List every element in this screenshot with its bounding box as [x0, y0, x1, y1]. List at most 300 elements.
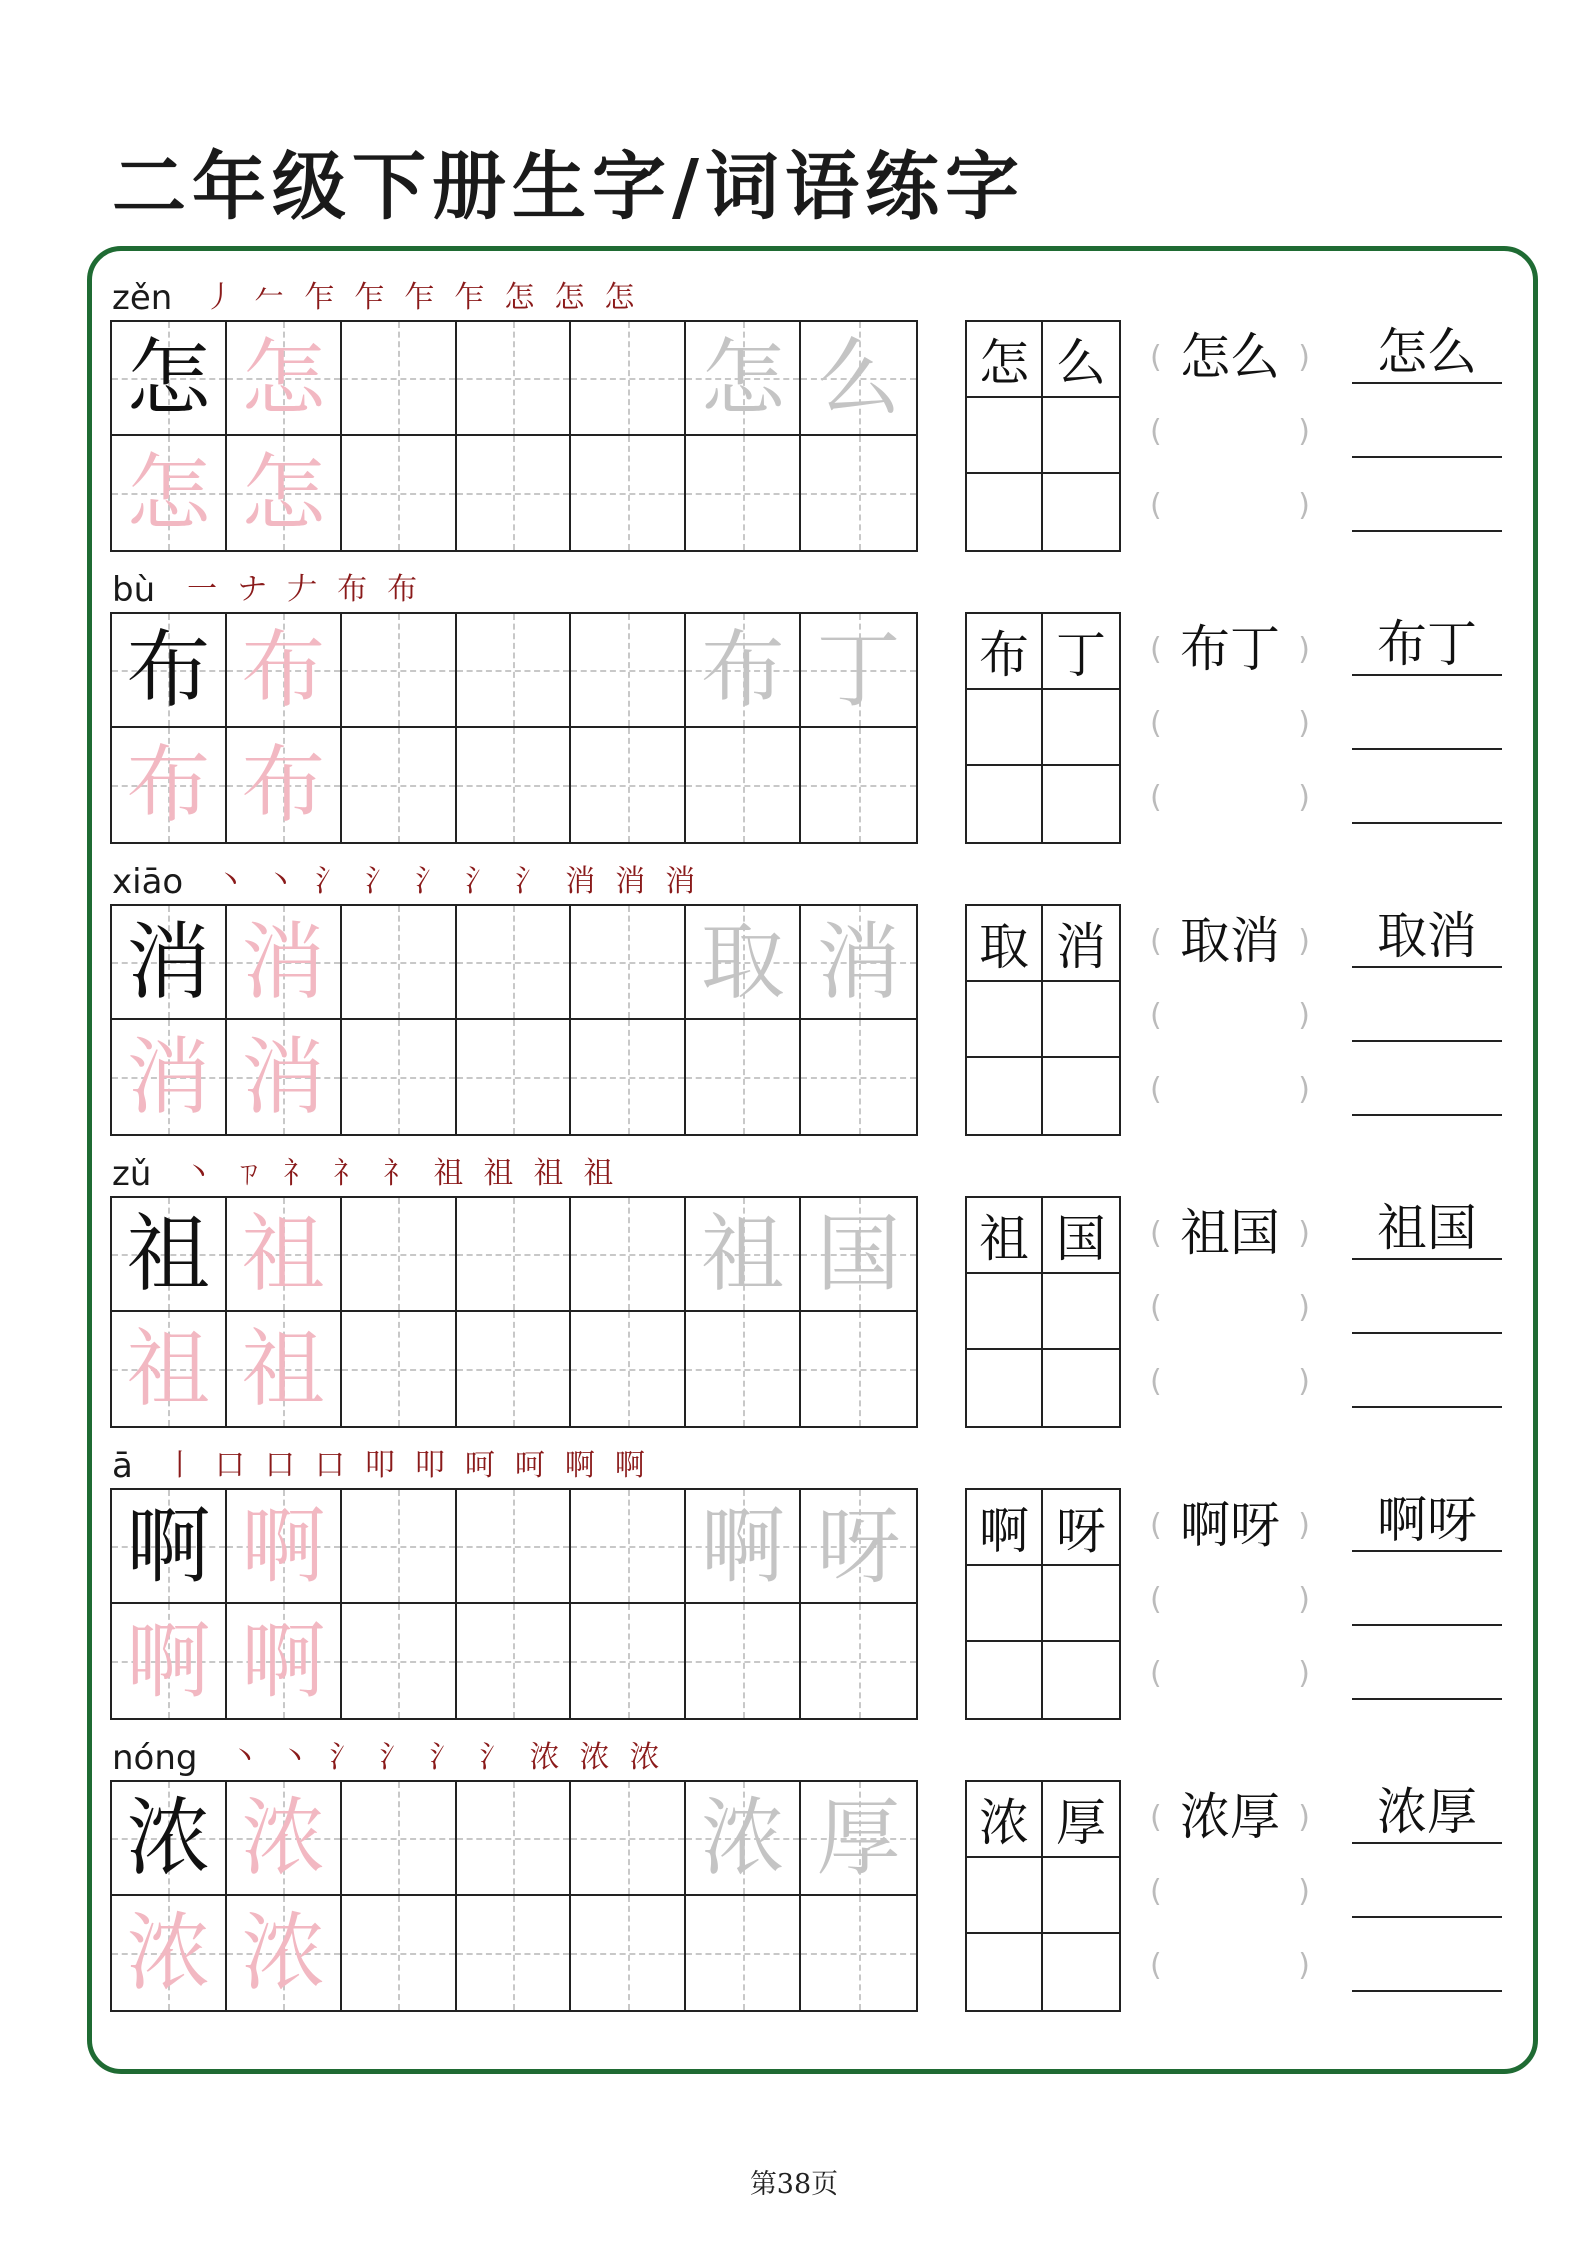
- trace-char: 祖: [700, 1205, 785, 1303]
- grid-cell[interactable]: [801, 1020, 916, 1134]
- stroke-step: 乍: [454, 280, 485, 315]
- grid-cell[interactable]: [801, 728, 916, 842]
- grid-cell[interactable]: [227, 322, 342, 436]
- paren-answer[interactable]: ( ): [1150, 705, 1310, 741]
- grid-cell[interactable]: [571, 906, 686, 1020]
- grid-cell[interactable]: [227, 436, 342, 550]
- stroke-step: 祖: [533, 1156, 564, 1191]
- line-word-char: 布: [1377, 615, 1427, 673]
- grid-cell[interactable]: [342, 322, 457, 436]
- grid-cell[interactable]: [112, 1604, 227, 1718]
- line-word-char: 消: [1427, 907, 1477, 965]
- paren-answer[interactable]: ( ): [1150, 1071, 1310, 1107]
- word-cell[interactable]: [1043, 474, 1119, 550]
- stroke-step: 布: [387, 572, 418, 607]
- grid-cell[interactable]: [571, 728, 686, 842]
- word-box: [965, 904, 1121, 1136]
- stroke-step: 呵: [514, 1448, 545, 1483]
- underline-answer[interactable]: [1352, 688, 1502, 750]
- word-cell[interactable]: [967, 982, 1043, 1058]
- underline-answer[interactable]: [1352, 614, 1502, 676]
- word-cell[interactable]: 丁: [1043, 614, 1119, 690]
- stroke-step: 丶: [215, 864, 246, 899]
- trace-char: 消: [126, 1028, 211, 1126]
- grid-cell[interactable]: [686, 1604, 801, 1718]
- stroke-step: 浓: [629, 1740, 660, 1775]
- grid-cell[interactable]: [686, 1312, 801, 1426]
- trace-char: 浓: [241, 1789, 326, 1887]
- pinyin: zěn: [112, 278, 173, 318]
- word-cell[interactable]: [967, 1274, 1043, 1350]
- trace-char: 么: [816, 329, 901, 427]
- stroke-step: 浓: [579, 1740, 610, 1775]
- trace-char: 消: [816, 913, 901, 1011]
- grid-cell[interactable]: [686, 614, 801, 728]
- paren-answer[interactable]: ( 祖国 ): [1150, 1204, 1310, 1262]
- word-cell[interactable]: 厚: [1043, 1782, 1119, 1858]
- grid-cell[interactable]: [686, 728, 801, 842]
- stroke-order-row: [112, 272, 644, 318]
- word-cell[interactable]: 国: [1043, 1198, 1119, 1274]
- paren-word-char: 布: [1180, 620, 1230, 678]
- word-cell[interactable]: [967, 1858, 1043, 1934]
- grid-cell[interactable]: [112, 1782, 227, 1896]
- grid-cell[interactable]: [227, 1604, 342, 1718]
- grid-cell[interactable]: [571, 1312, 686, 1426]
- stroke-step: 丶: [183, 1156, 214, 1191]
- trace-char: 丁: [816, 621, 901, 719]
- stroke-step: 丿: [204, 280, 235, 315]
- grid-cell[interactable]: [686, 322, 801, 436]
- word-box: [965, 1196, 1121, 1428]
- grid-cell[interactable]: [801, 322, 916, 436]
- tianzige-grid: [110, 904, 918, 1136]
- grid-cell[interactable]: [571, 436, 686, 550]
- trace-char: 布: [241, 621, 326, 719]
- tianzige-grid: [110, 320, 918, 552]
- trace-char: 厚: [816, 1789, 901, 1887]
- pinyin: xiāo: [112, 862, 184, 902]
- trace-char: 布: [700, 621, 785, 719]
- underline-answer[interactable]: [1352, 470, 1502, 532]
- underline-answer[interactable]: [1352, 1564, 1502, 1626]
- stroke-step: 氵: [429, 1740, 460, 1775]
- grid-cell[interactable]: [571, 1782, 686, 1896]
- word-cell[interactable]: [1043, 398, 1119, 474]
- paren-answer[interactable]: ( ): [1150, 1873, 1310, 1909]
- stroke-step: 丶: [279, 1740, 310, 1775]
- word-cell[interactable]: [967, 1934, 1043, 2010]
- word-cell[interactable]: 浓: [967, 1782, 1043, 1858]
- stroke-step: 浓: [529, 1740, 560, 1775]
- underline-answer[interactable]: [1352, 1638, 1502, 1700]
- stroke-step: 一: [187, 572, 218, 607]
- paren-answer[interactable]: ( ): [1150, 413, 1310, 449]
- paren-answer[interactable]: ( 浓厚 ): [1150, 1788, 1310, 1846]
- word-box: [965, 612, 1121, 844]
- stroke-order-row: [112, 564, 427, 610]
- word-cell[interactable]: [1043, 690, 1119, 766]
- model-char: 布: [126, 621, 211, 719]
- stroke-step: 口: [214, 1448, 245, 1483]
- stroke-step: 氵: [329, 1740, 360, 1775]
- grid-cell[interactable]: [457, 614, 572, 728]
- grid-cell[interactable]: [342, 436, 457, 550]
- underline-answer[interactable]: [1352, 906, 1502, 968]
- trace-char: 浓: [126, 1904, 211, 2002]
- stroke-step: 消: [665, 864, 696, 899]
- word-cell[interactable]: 呀: [1043, 1490, 1119, 1566]
- stroke-step: ㄗ: [233, 1156, 264, 1191]
- stroke-step: 怎: [604, 280, 635, 315]
- stroke-order-row: [112, 1148, 623, 1194]
- grid-cell[interactable]: [227, 1198, 342, 1312]
- grid-cell[interactable]: [457, 1020, 572, 1134]
- grid-cell[interactable]: [112, 728, 227, 842]
- stroke-step: ナ: [237, 572, 268, 607]
- grid-cell[interactable]: [227, 1312, 342, 1426]
- paren-answer[interactable]: ( 布丁 ): [1150, 620, 1310, 678]
- grid-cell[interactable]: [801, 1896, 916, 2010]
- char-block: [0, 856, 1588, 1148]
- grid-cell[interactable]: [457, 728, 572, 842]
- grid-cell[interactable]: [686, 1490, 801, 1604]
- word-cell[interactable]: 么: [1043, 322, 1119, 398]
- grid-cell[interactable]: [571, 1604, 686, 1718]
- paren-word-char: 呀: [1230, 1496, 1280, 1554]
- grid-cell[interactable]: [686, 436, 801, 550]
- grid-cell[interactable]: [342, 1490, 457, 1604]
- stroke-step: 氵: [415, 864, 446, 899]
- paren-answer[interactable]: ( ): [1150, 1947, 1310, 1983]
- paren-answer[interactable]: ( ): [1150, 1655, 1310, 1691]
- page-number: 第38页: [749, 2169, 839, 2200]
- word-cell[interactable]: 取: [967, 906, 1043, 982]
- trace-char: 国: [816, 1205, 901, 1303]
- grid-cell[interactable]: [571, 1198, 686, 1312]
- paren-word-char: 丁: [1230, 620, 1280, 678]
- underline-answer[interactable]: [1352, 1782, 1502, 1844]
- grid-cell[interactable]: [686, 1782, 801, 1896]
- paren-word-char: 怎: [1180, 328, 1230, 386]
- pinyin: nóng: [112, 1738, 198, 1778]
- grid-cell[interactable]: [112, 436, 227, 550]
- word-cell[interactable]: 祖: [967, 1198, 1043, 1274]
- paren-word-char: 祖: [1180, 1204, 1230, 1262]
- paren-answer[interactable]: ( 啊呀 ): [1150, 1496, 1310, 1554]
- pinyin: bù: [112, 570, 156, 610]
- grid-cell[interactable]: [112, 322, 227, 436]
- line-word-char: 怎: [1377, 323, 1427, 381]
- stroke-step: 口: [264, 1448, 295, 1483]
- model-char: 祖: [126, 1205, 211, 1303]
- grid-cell[interactable]: [686, 1020, 801, 1134]
- trace-char: 消: [241, 1028, 326, 1126]
- trace-char: 浓: [241, 1904, 326, 2002]
- grid-cell[interactable]: [342, 1782, 457, 1896]
- stroke-step: 礻: [283, 1156, 314, 1191]
- trace-char: 怎: [241, 329, 326, 427]
- grid-cell[interactable]: [801, 614, 916, 728]
- paren-answer[interactable]: ( ): [1150, 1289, 1310, 1325]
- line-word-char: 祖: [1377, 1199, 1427, 1257]
- grid-cell[interactable]: [457, 1782, 572, 1896]
- stroke-step: 氵: [479, 1740, 510, 1775]
- grid-cell[interactable]: [571, 1896, 686, 2010]
- trace-char: 怎: [700, 329, 785, 427]
- stroke-step: 叩: [414, 1448, 445, 1483]
- grid-cell[interactable]: [342, 1896, 457, 2010]
- paren-word-char: 浓: [1180, 1788, 1230, 1846]
- grid-cell[interactable]: [227, 728, 342, 842]
- underline-answer[interactable]: [1352, 1346, 1502, 1408]
- word-cell[interactable]: [967, 690, 1043, 766]
- char-block: [0, 1148, 1588, 1440]
- paren-answer[interactable]: ( ): [1150, 779, 1310, 815]
- stroke-step: 氵: [515, 864, 546, 899]
- line-word-char: 国: [1427, 1199, 1477, 1257]
- line-word-char: 么: [1427, 323, 1477, 381]
- grid-cell[interactable]: [342, 1604, 457, 1718]
- underline-answer[interactable]: [1352, 762, 1502, 824]
- word-cell[interactable]: [1043, 1934, 1119, 2010]
- grid-cell[interactable]: [686, 906, 801, 1020]
- word-cell[interactable]: [967, 1642, 1043, 1718]
- paren-word-char: 取: [1180, 912, 1230, 970]
- stroke-step: 氵: [465, 864, 496, 899]
- grid-cell[interactable]: [342, 906, 457, 1020]
- tianzige-grid: [110, 612, 918, 844]
- tianzige-grid: [110, 1196, 918, 1428]
- underline-answer[interactable]: [1352, 1856, 1502, 1918]
- stroke-step: 祖: [483, 1156, 514, 1191]
- word-cell[interactable]: 啊: [967, 1490, 1043, 1566]
- stroke-step: 啊: [564, 1448, 595, 1483]
- paren-answer[interactable]: ( 取消 ): [1150, 912, 1310, 970]
- stroke-step: 氵: [379, 1740, 410, 1775]
- paren-word-char: 国: [1230, 1204, 1280, 1262]
- word-cell[interactable]: [967, 1350, 1043, 1426]
- stroke-step: 𠂉: [254, 280, 285, 315]
- grid-cell[interactable]: [457, 1604, 572, 1718]
- grid-cell[interactable]: [112, 614, 227, 728]
- grid-cell[interactable]: [227, 614, 342, 728]
- grid-cell[interactable]: [457, 1896, 572, 2010]
- stroke-order-row: [112, 856, 705, 902]
- word-cell[interactable]: 怎: [967, 322, 1043, 398]
- grid-cell[interactable]: [801, 1782, 916, 1896]
- trace-char: 啊: [241, 1612, 326, 1710]
- tianzige-grid: [110, 1780, 918, 2012]
- paren-answer[interactable]: ( ): [1150, 1363, 1310, 1399]
- grid-cell[interactable]: [457, 1198, 572, 1312]
- grid-cell[interactable]: [112, 1312, 227, 1426]
- grid-cell[interactable]: [342, 1312, 457, 1426]
- paren-word-char: 厚: [1230, 1788, 1280, 1846]
- stroke-step: 乍: [404, 280, 435, 315]
- underline-answer[interactable]: [1352, 1198, 1502, 1260]
- paren-word-char: 啊: [1180, 1496, 1230, 1554]
- grid-cell[interactable]: [801, 1198, 916, 1312]
- word-cell[interactable]: 消: [1043, 906, 1119, 982]
- grid-cell[interactable]: [801, 906, 916, 1020]
- stroke-step: 乍: [304, 280, 335, 315]
- word-cell[interactable]: [1043, 1350, 1119, 1426]
- line-word-char: 丁: [1427, 615, 1477, 673]
- grid-cell[interactable]: [227, 1896, 342, 2010]
- word-box: [965, 1488, 1121, 1720]
- pinyin: zǔ: [112, 1154, 152, 1194]
- paren-answer[interactable]: ( ): [1150, 1581, 1310, 1617]
- stroke-step: 丨: [164, 1448, 195, 1483]
- char-block: [0, 1440, 1588, 1732]
- grid-cell[interactable]: [801, 1312, 916, 1426]
- stroke-step: 乍: [354, 280, 385, 315]
- word-cell[interactable]: [1043, 1274, 1119, 1350]
- stroke-step: 祖: [433, 1156, 464, 1191]
- word-box: [965, 320, 1121, 552]
- grid-cell[interactable]: [112, 906, 227, 1020]
- line-word-char: 浓: [1377, 1783, 1427, 1841]
- model-char: 怎: [126, 329, 211, 427]
- grid-cell[interactable]: [342, 614, 457, 728]
- trace-char: 布: [241, 736, 326, 834]
- trace-char: 怎: [241, 444, 326, 542]
- grid-cell[interactable]: [686, 1896, 801, 2010]
- model-char: 浓: [126, 1789, 211, 1887]
- word-cell[interactable]: [967, 1058, 1043, 1134]
- stroke-step: 怎: [504, 280, 535, 315]
- word-cell[interactable]: [1043, 1566, 1119, 1642]
- underline-answer[interactable]: [1352, 1054, 1502, 1116]
- grid-cell[interactable]: [457, 322, 572, 436]
- stroke-order-row: [112, 1440, 655, 1486]
- trace-char: 祖: [126, 1320, 211, 1418]
- trace-char: 怎: [126, 444, 211, 542]
- word-cell[interactable]: [1043, 1642, 1119, 1718]
- underline-answer[interactable]: [1352, 322, 1502, 384]
- trace-char: 消: [241, 913, 326, 1011]
- word-cell[interactable]: [967, 398, 1043, 474]
- grid-cell[interactable]: [801, 1490, 916, 1604]
- paren-answer[interactable]: ( ): [1150, 487, 1310, 523]
- stroke-step: 丶: [265, 864, 296, 899]
- word-cell[interactable]: [967, 1566, 1043, 1642]
- char-block: [0, 1732, 1588, 2024]
- grid-cell[interactable]: [112, 1490, 227, 1604]
- underline-answer[interactable]: [1352, 1272, 1502, 1334]
- stroke-step: 啊: [614, 1448, 645, 1483]
- grid-cell[interactable]: [571, 1490, 686, 1604]
- grid-cell[interactable]: [227, 1020, 342, 1134]
- trace-char: 祖: [241, 1205, 326, 1303]
- model-char: 消: [126, 913, 211, 1011]
- trace-char: 布: [126, 736, 211, 834]
- stroke-step: 布: [337, 572, 368, 607]
- word-cell[interactable]: [967, 766, 1043, 842]
- trace-char: 呀: [816, 1497, 901, 1595]
- word-cell[interactable]: [1043, 1858, 1119, 1934]
- underline-answer[interactable]: [1352, 396, 1502, 458]
- line-word-char: 啊: [1377, 1491, 1427, 1549]
- grid-cell[interactable]: [342, 728, 457, 842]
- char-block: [0, 272, 1588, 564]
- stroke-step: 𠂇: [287, 572, 318, 607]
- word-cell[interactable]: [1043, 982, 1119, 1058]
- word-box: [965, 1780, 1121, 2012]
- grid-cell[interactable]: [457, 906, 572, 1020]
- grid-cell[interactable]: [227, 1782, 342, 1896]
- grid-cell[interactable]: [227, 906, 342, 1020]
- word-cell[interactable]: [967, 474, 1043, 550]
- stroke-step: 消: [565, 864, 596, 899]
- grid-cell[interactable]: [571, 1020, 686, 1134]
- paren-answer[interactable]: ( ): [1150, 997, 1310, 1033]
- word-cell[interactable]: [1043, 1058, 1119, 1134]
- trace-char: 啊: [126, 1612, 211, 1710]
- grid-cell[interactable]: [571, 614, 686, 728]
- trace-char: 啊: [241, 1497, 326, 1595]
- stroke-step: 氵: [315, 864, 346, 899]
- stroke-step: 怎: [554, 280, 585, 315]
- grid-cell[interactable]: [112, 1198, 227, 1312]
- grid-cell[interactable]: [571, 322, 686, 436]
- stroke-step: 叩: [364, 1448, 395, 1483]
- stroke-step: 呵: [464, 1448, 495, 1483]
- trace-char: 取: [700, 913, 785, 1011]
- stroke-step: 氵: [365, 864, 396, 899]
- tianzige-grid: [110, 1488, 918, 1720]
- grid-cell[interactable]: [801, 1604, 916, 1718]
- trace-char: 祖: [241, 1320, 326, 1418]
- grid-cell[interactable]: [686, 1198, 801, 1312]
- paren-answer[interactable]: ( 怎么 ): [1150, 328, 1310, 386]
- grid-cell[interactable]: [801, 436, 916, 550]
- stroke-step: 消: [615, 864, 646, 899]
- model-char: 啊: [126, 1497, 211, 1595]
- grid-cell[interactable]: [342, 1198, 457, 1312]
- pinyin: ā: [112, 1446, 133, 1486]
- stroke-step: 礻: [333, 1156, 364, 1191]
- underline-answer[interactable]: [1352, 1930, 1502, 1992]
- grid-cell[interactable]: [342, 1020, 457, 1134]
- line-word-char: 呀: [1427, 1491, 1477, 1549]
- paren-word-char: 么: [1230, 328, 1280, 386]
- paren-word-char: 消: [1230, 912, 1280, 970]
- word-cell[interactable]: [1043, 766, 1119, 842]
- page-title: 二年级下册生字/词语练字: [112, 144, 1026, 230]
- grid-cell[interactable]: [227, 1490, 342, 1604]
- trace-char: 浓: [700, 1789, 785, 1887]
- grid-cell[interactable]: [457, 1490, 572, 1604]
- grid-cell[interactable]: [112, 1020, 227, 1134]
- stroke-step: 礻: [383, 1156, 414, 1191]
- stroke-step: 口: [314, 1448, 345, 1483]
- stroke-order-row: [112, 1732, 669, 1778]
- stroke-step: 丶: [229, 1740, 260, 1775]
- underline-answer[interactable]: [1352, 1490, 1502, 1552]
- char-block: [0, 564, 1588, 856]
- line-word-char: 取: [1377, 907, 1427, 965]
- grid-cell[interactable]: [112, 1896, 227, 2010]
- stroke-step: 祖: [583, 1156, 614, 1191]
- trace-char: 啊: [700, 1497, 785, 1595]
- underline-answer[interactable]: [1352, 980, 1502, 1042]
- grid-cell[interactable]: [457, 1312, 572, 1426]
- line-word-char: 厚: [1427, 1783, 1477, 1841]
- grid-cell[interactable]: [457, 436, 572, 550]
- word-cell[interactable]: 布: [967, 614, 1043, 690]
